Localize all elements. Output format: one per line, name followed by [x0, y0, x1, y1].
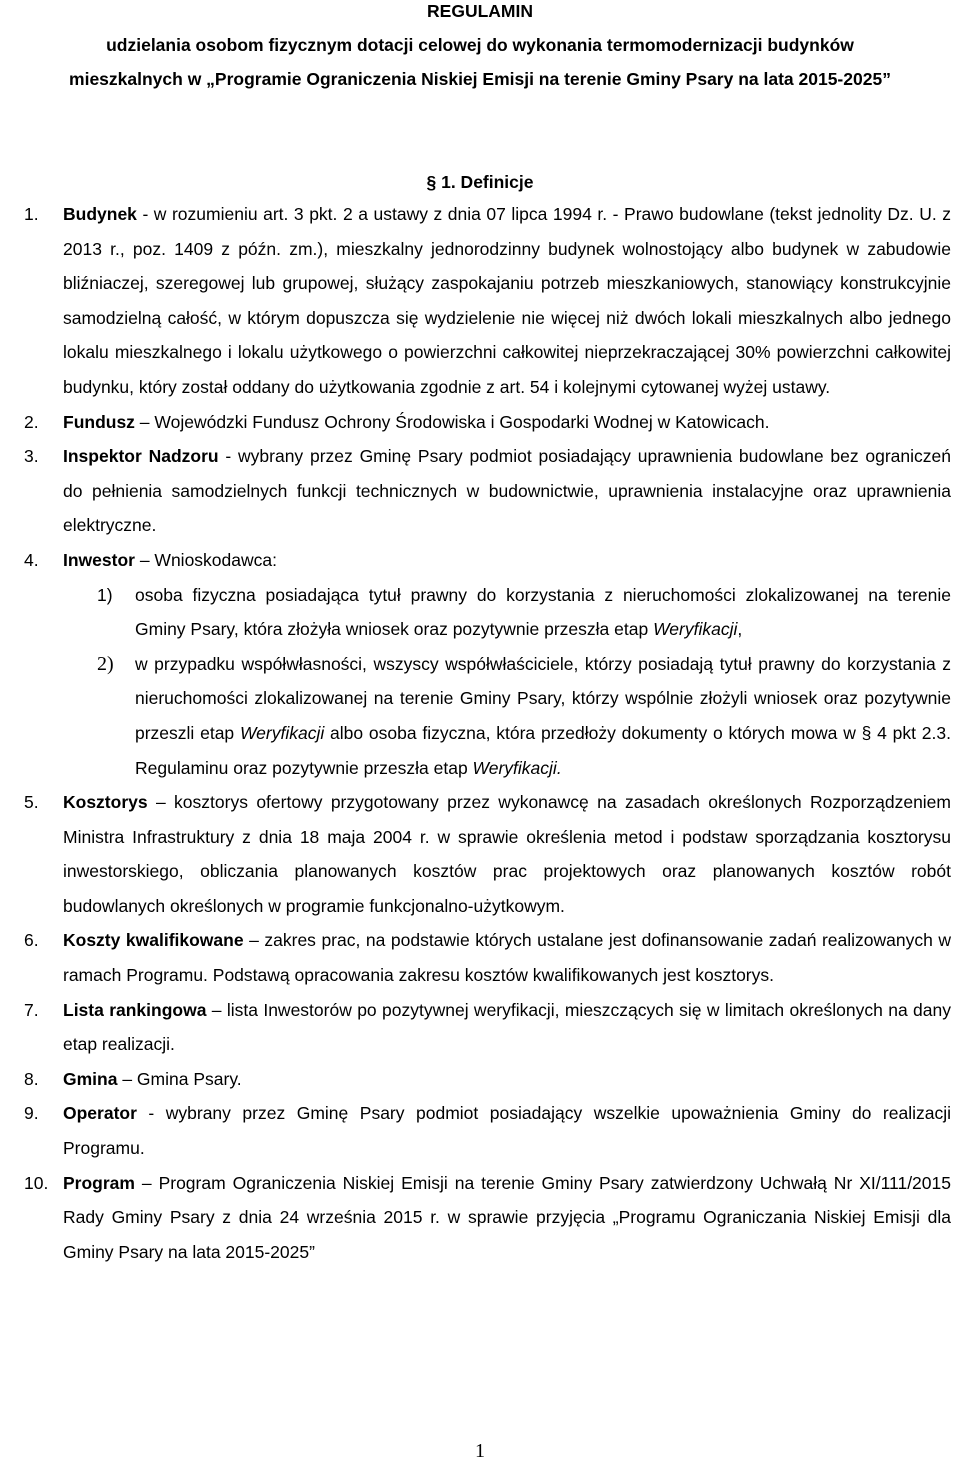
document-title: REGULAMIN — [427, 1, 533, 21]
document-subtitle-line2: mieszkalnych w „Programie Ograniczenia Niskiej Emisji na terenie Gminy Psary na lata 2015-2025” — [69, 69, 891, 89]
definition-number: 3. — [24, 446, 39, 467]
inwestor-subitem — [0, 647, 960, 785]
definition-text: – Program Ograniczenia Niskiej Emisji na terenie Gminy Psary zatwierdzony Uchwałą Nr XI/111/2015 Rady Gminy Psary z dnia 24 września 2015 r. w sprawie przyjęcia „Programu Ograniczania Niskiej Emisji dla Gminy Psary na lata 2015-2025” — [63, 1172, 951, 1262]
inwestor-subitem — [0, 578, 960, 647]
definitions-list — [0, 197, 960, 1269]
definition-item — [0, 439, 960, 543]
definition-number: 5. — [24, 792, 39, 813]
definition-term: Fundusz — [63, 411, 135, 432]
definition-number: 6. — [24, 930, 39, 951]
subitem-text: osoba fizyczna posiadająca tytuł prawny do korzystania z nieruchomości zlokalizowanej na terenie Gminy Psary, która złożyła wniosek oraz pozytywnie przeszła etap — [135, 584, 951, 640]
definition-number: 10. — [24, 1172, 49, 1193]
definition-text: - wybrany przez Gminę Psary podmiot posiadający wszelkie upoważnienia Gminy do realizacji Programu. — [63, 1103, 951, 1159]
definition-text: – lista Inwestorów po pozytywnej weryfikacji, mieszczących się w limitach określonych na dany etap realizacji. — [63, 999, 951, 1055]
definition-item — [0, 1096, 960, 1165]
definition-number: 1. — [24, 204, 39, 224]
subitem-text: w przypadku współwłasności, wszyscy współwłaściciele, którzy posiadają tytuł prawny do korzystania z nieruchomości zlokalizowanej na terenie Gminy Psary, którzy wspólnie złożyli wniosek oraz pozytywnie przeszli etap — [135, 653, 951, 743]
definition-term: Operator — [63, 1103, 137, 1124]
definition-text: – zakres prac, na podstawie których ustalane jest dofinansowanie zadań realizowanych w ramach Programu. Podstawą opracowania zakresu kosztów kwalifikowanych jest kosztorys. — [63, 930, 952, 986]
definition-text: – kosztorys ofertowy przygotowany przez wykonawcę na zasadach określonych Rozporządzeniem Ministra Infrastruktury z dnia 18 maja 2004 r. w sprawie określenia metod i podstaw sporządzania kosztorysu inwestorskiego, obliczania planowanych kosztów prac projektowych oraz planowanych kosztów robót budowlanych określonych w programie funkcjonalno-użytkowym. — [63, 792, 951, 916]
subitem-italic: Weryfikacji — [239, 722, 325, 743]
definition-term: Inspektor Nadzoru — [63, 446, 219, 467]
definition-term: Gmina — [63, 1068, 118, 1089]
definition-text: - wybrany przez Gminę Psary podmiot posiadający uprawnienia budowlane bez ograniczeń do pełnienia samodzielnych funkcji technicznych w budownictwie, uprawnienia instalacyjne oraz uprawnienia elektryczne. — [63, 446, 951, 536]
definition-number: 9. — [24, 1103, 39, 1124]
definition-item — [0, 785, 960, 923]
definition-text: – Wnioskodawca: — [134, 549, 277, 570]
definition-number: 8. — [24, 1068, 39, 1089]
subitem-number: 2) — [97, 652, 114, 675]
definition-term: Budynek — [63, 204, 137, 224]
subitem-italic-end: Weryfikacji. — [472, 757, 562, 778]
document-subtitle-line1: udzielania osobom fizycznym dotacji celowej do wykonania termomodernizacji budynków — [106, 35, 854, 55]
definition-item — [0, 543, 960, 578]
definition-item — [0, 405, 960, 440]
definition-item — [0, 923, 960, 992]
subitem-text-mid: albo osoba fizyczna, która przedłoży dokumenty o których mowa w § 4 pkt 2.3. Regulaminu oraz pozytywnie przeszła etap — [135, 722, 951, 778]
subitem-italic: Weryfikacji — [653, 619, 738, 640]
definition-number: 2. — [24, 411, 39, 432]
definition-item — [0, 1166, 960, 1270]
definition-text: - w rozumieniu art. 3 pkt. 2 a ustawy z dnia 07 lipca 1994 r. - Prawo budowlane (tekst jednolity Dz. U. z 2013 r., poz. 1409 z późn. zm.), mieszkalny jednorodzinny budynek wolnostojący albo budynek w zabudowie bliźniaczej, szeregowej lub grupowej, służący zaspokajaniu potrzeb mieszkaniowych, stanowiący konstrukcyjnie samodzielną całość, w którym dopuszcza się wydzielenie nie więcej niż dwóch lokali mieszkalnych albo jednego lokalu mieszkalnego i lokalu użytkowego o powierzchni całkowitej nieprzekraczającej 30% powierzchni całkowitej budynku, który został oddany do użytkowania zgodnie z art. 54 i kolejnymi cytowanej wyżej ustawy. — [63, 204, 951, 397]
definition-term: Inwestor — [63, 549, 135, 570]
definition-item — [0, 1062, 960, 1097]
section-heading: § 1. Definicje — [426, 172, 534, 192]
definition-number: 4. — [24, 549, 39, 570]
definition-term: Lista rankingowa — [63, 999, 207, 1020]
definition-term: Program — [63, 1172, 135, 1193]
definition-number: 7. — [24, 999, 39, 1020]
definition-item — [0, 993, 960, 1062]
page-number: 1 — [475, 1440, 485, 1462]
definition-text: – Gmina Psary. — [117, 1068, 242, 1089]
definition-term: Koszty kwalifikowane — [63, 930, 244, 951]
definition-term: Kosztorys — [63, 792, 148, 813]
definition-text: – Wojewódzki Fundusz Ochrony Środowiska i Gospodarki Wodnej w Katowicach. — [134, 411, 770, 432]
subitem-text-end: , — [737, 619, 743, 640]
subitem-number: 1) — [97, 584, 113, 605]
definition-item — [0, 197, 960, 405]
